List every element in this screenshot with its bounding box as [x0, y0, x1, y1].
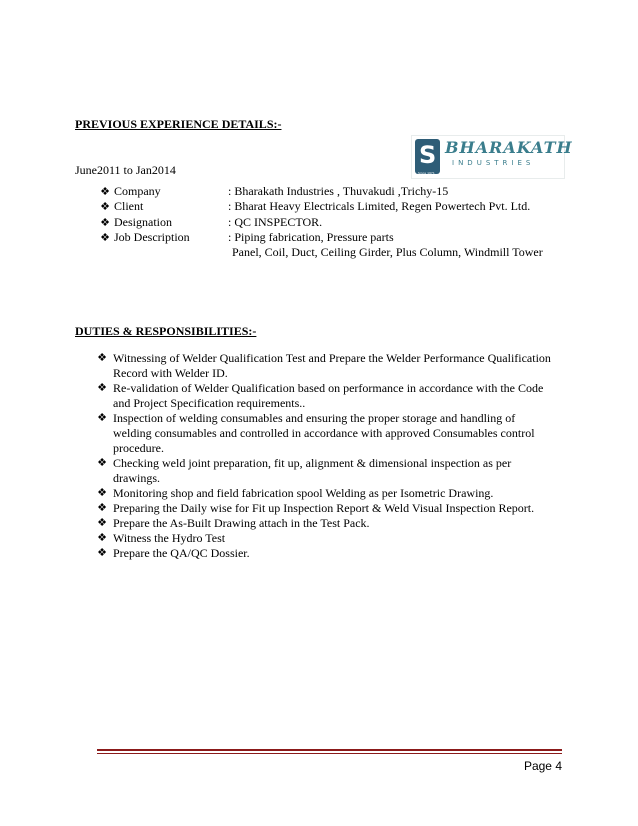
diamond-bullet-icon: ❖ [97, 457, 107, 469]
diamond-bullet-icon: ❖ [97, 532, 107, 544]
diamond-bullet-icon: ❖ [100, 217, 110, 229]
diamond-bullet-icon: ❖ [97, 517, 107, 529]
detail-label: Designation [114, 215, 172, 229]
logo-subtitle: INDUSTRIES [452, 159, 535, 167]
detail-label: Company [114, 184, 161, 198]
detail-value-continuation: Panel, Coil, Duct, Ceiling Girder, Plus Column, Windmill Tower [232, 245, 543, 259]
logo-mark-icon: S [415, 139, 440, 174]
diamond-bullet-icon: ❖ [97, 352, 107, 364]
list-item: ❖ Preparing the Daily wise for Fit up Inspection Report & Weld Visual Inspection Report. [97, 501, 535, 515]
list-item: ❖ Checking weld joint preparation, fit up, alignment & dimensional inspection as per drawings. [97, 456, 512, 485]
list-item: ❖ Prepare the As-Built Drawing attach in the Test Pack. [97, 516, 370, 530]
employment-date-range: June2011 to Jan2014 [75, 163, 176, 177]
diamond-bullet-icon: ❖ [100, 186, 110, 198]
company-logo [411, 135, 573, 179]
diamond-bullet-icon: ❖ [100, 232, 110, 244]
footer-rule-thin [97, 753, 562, 754]
section-heading-previous-experience: PREVIOUS EXPERIENCE DETAILS:- [75, 117, 282, 131]
logo-name: BHARAKATH [445, 138, 573, 157]
list-item: ❖ Prepare the QA/QC Dossier. [97, 546, 250, 560]
diamond-bullet-icon: ❖ [97, 547, 107, 559]
detail-label: Client [114, 199, 144, 213]
list-item: ❖ Monitoring shop and field fabrication spool Welding as per Isometric Drawing. [97, 486, 494, 500]
detail-value: : Piping fabrication, Pressure parts [228, 230, 394, 244]
detail-value: : Bharat Heavy Electricals Limited, Regen Powertech Pvt. Ltd. [228, 199, 531, 213]
detail-label: Job Description [114, 230, 190, 244]
page-number: Page 4 [523, 759, 562, 773]
list-item: ❖ Witness the Hydro Test [97, 531, 226, 545]
diamond-bullet-icon: ❖ [97, 502, 107, 514]
diamond-bullet-icon: ❖ [97, 382, 107, 394]
list-item: ❖ Inspection of welding consumables and ensuring the proper storage and handling of welding consumables and controlled in accordance with approved Consumables control procedure. [97, 411, 535, 455]
footer-rule [97, 749, 562, 751]
detail-value: : QC INSPECTOR. [228, 215, 323, 229]
detail-value: : Bharakath Industries , Thuvakudi ,Trichy-15 [228, 184, 449, 198]
section-heading-duties: DUTIES & RESPONSIBILITIES:- [75, 324, 257, 338]
diamond-bullet-icon: ❖ [97, 487, 107, 499]
duties-list [96, 351, 556, 561]
list-item: ❖ Witnessing of Welder Qualification Test and Prepare the Welder Performance Qualification Record with Welder ID. [97, 351, 551, 380]
list-item: ❖ Re-validation of Welder Qualification based on performance in accordance with the Code and Project Specification requirements.. [97, 381, 544, 410]
diamond-bullet-icon: ❖ [97, 412, 107, 424]
diamond-bullet-icon: ❖ [100, 201, 110, 213]
logo-since: Since 1971 [418, 171, 435, 175]
